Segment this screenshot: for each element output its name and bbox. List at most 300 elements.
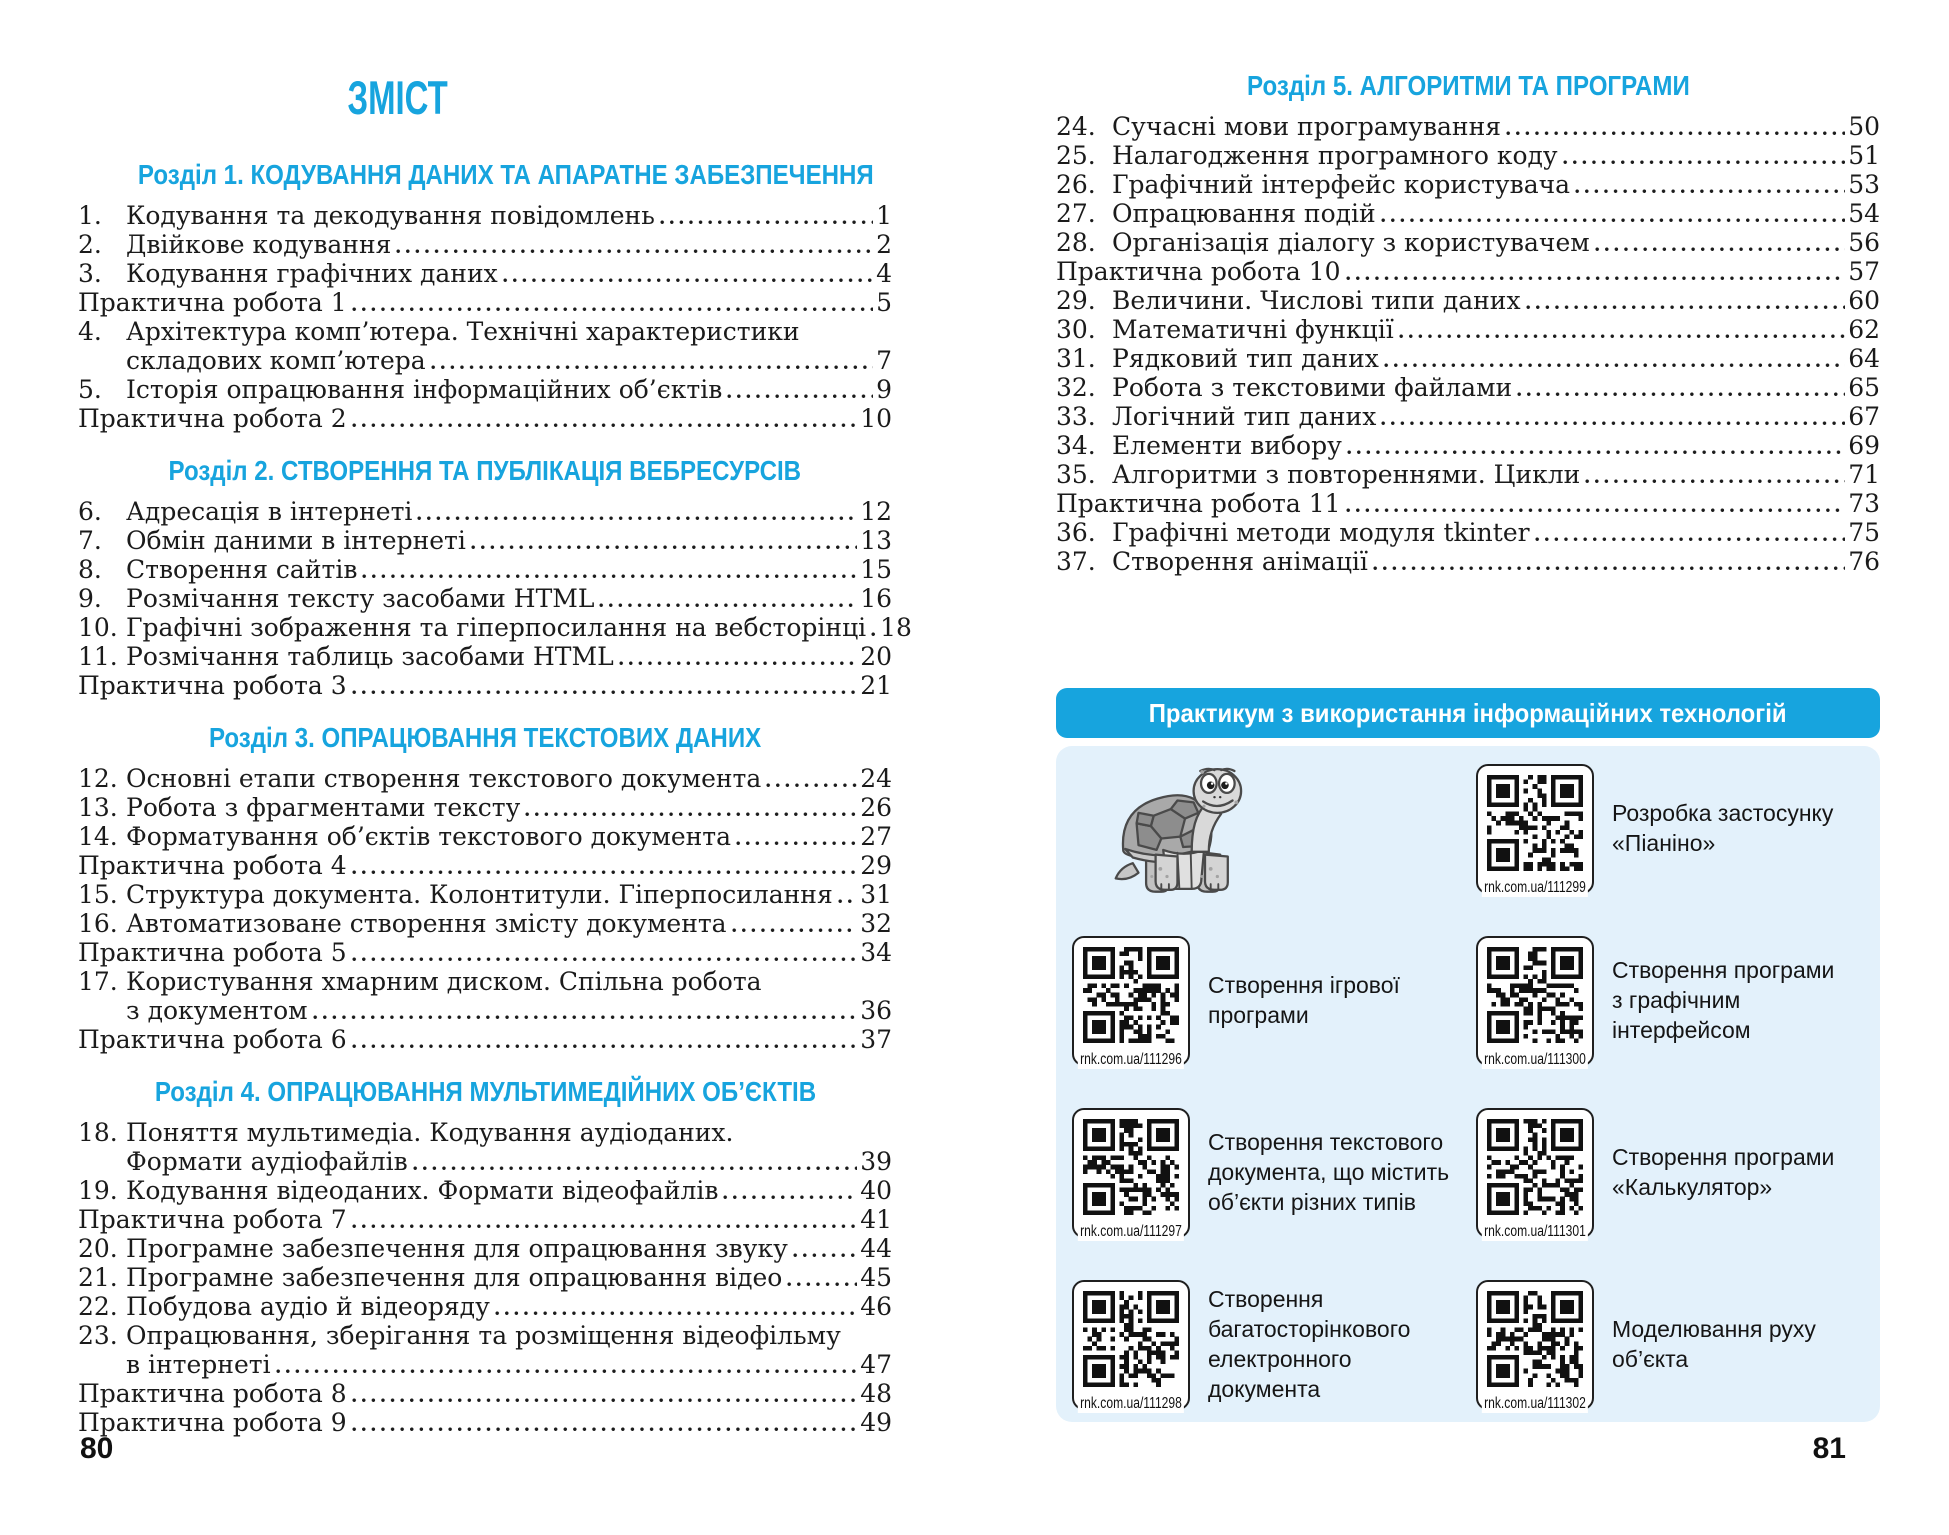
qr-code-image xyxy=(1083,1291,1179,1387)
toc-entry xyxy=(1056,460,1880,489)
toc-entry-page-number: 76 xyxy=(1848,547,1880,576)
toc-entry-body xyxy=(126,1176,892,1205)
dot-leader xyxy=(1580,460,1848,489)
toc-entry-body xyxy=(126,584,892,613)
toc-entry-text: Створення анімації xyxy=(1112,547,1368,576)
qr-card xyxy=(1072,1280,1190,1410)
toc-entry xyxy=(1056,547,1880,576)
toc-entry-line xyxy=(78,1205,892,1234)
toc-entry-number: 32. xyxy=(1056,373,1096,402)
toc-entry-number: 15. xyxy=(78,880,118,909)
toc-entry-page-number: 29 xyxy=(860,851,892,880)
toc-entry-body xyxy=(78,851,892,880)
toc-entry-page-number: 20 xyxy=(860,642,892,671)
toc-entry-page-number: 51 xyxy=(1848,141,1880,170)
toc-entry-body xyxy=(126,909,892,938)
toc-entry-body xyxy=(78,404,892,433)
toc-entry-body xyxy=(126,497,892,526)
toc-entry-text: Автоматизоване створення змісту документа xyxy=(126,909,727,938)
practicum-item xyxy=(1072,1270,1476,1420)
toc-entry-body xyxy=(78,1205,892,1234)
toc-entry-text: Практична робота 7 xyxy=(78,1205,347,1234)
toc-entry-body xyxy=(126,1292,892,1321)
toc-entry-line xyxy=(78,404,892,433)
practicum-item xyxy=(1476,1098,1864,1248)
toc-entry xyxy=(1056,141,1880,170)
toc-entry-body xyxy=(126,880,892,909)
toc-entry-text-line1: Поняття мультимедіа. Кодування аудіоданих. xyxy=(126,1118,734,1147)
toc-entry-body xyxy=(1112,315,1880,344)
toc-entry-page-number: 34 xyxy=(860,938,892,967)
toc-entry-body xyxy=(126,1321,892,1379)
toc-entry xyxy=(78,1118,892,1176)
toc-entry-page-number: 15 xyxy=(860,555,892,584)
toc-entry-text: з документом xyxy=(126,996,308,1025)
dot-leader xyxy=(347,671,861,700)
toc-entry-number: 28. xyxy=(1056,228,1096,257)
toc-entry-number: 34. xyxy=(1056,431,1096,460)
qr-code-image xyxy=(1487,1291,1583,1387)
toc-left xyxy=(78,159,912,1437)
qr-code-image xyxy=(1083,1119,1179,1215)
toc-entry-text: Налагодження програмного коду xyxy=(1112,141,1558,170)
qr-caption: rnk.com.ua/111296 xyxy=(1078,1051,1184,1069)
dot-leader xyxy=(347,1379,861,1408)
practicum-item xyxy=(1476,754,1864,904)
toc-entry-text: Розмічання тексту засобами HTML xyxy=(126,584,595,613)
dot-leader xyxy=(1368,547,1848,576)
toc-entry-text-line1: Архітектура комп’ютера. Технічні характеристики xyxy=(126,317,800,346)
toc-entry-page-number: 13 xyxy=(860,526,892,555)
toc-entry-line xyxy=(126,201,892,230)
toc-entry-text: Кодування та декодування повідомлень xyxy=(126,201,655,230)
toc-entry-text: Кодування графічних даних xyxy=(126,259,498,288)
toc-entry-body xyxy=(78,288,892,317)
toc-section-heading-text: Розділ 2. СТВОРЕННЯ ТА ПУБЛІКАЦІЯ ВЕБРЕСУРСІВ xyxy=(168,455,802,486)
toc-entry-text: Робота з текстовими файлами xyxy=(1112,373,1513,402)
toc-entry-page-number: 5 xyxy=(876,288,892,317)
toc-entry-body xyxy=(126,613,912,642)
toc-entry-page-number: 32 xyxy=(860,909,892,938)
toc-entry-line xyxy=(126,613,912,642)
toc-title xyxy=(78,70,718,125)
toc-entry xyxy=(1056,373,1880,402)
toc-entry xyxy=(1056,170,1880,199)
toc-entry-body xyxy=(1056,489,1880,518)
qr-caption: rnk.com.ua/111299 xyxy=(1482,879,1588,897)
toc-section xyxy=(1056,70,1880,576)
toc-section xyxy=(78,159,892,433)
qr-code-image xyxy=(1487,775,1583,871)
toc-entry-text: Математичні функції xyxy=(1112,315,1394,344)
toc-entry-body xyxy=(126,201,892,230)
dot-leader xyxy=(1341,489,1849,518)
toc-entry xyxy=(78,613,912,642)
qr-caption: rnk.com.ua/111302 xyxy=(1482,1395,1588,1413)
toc-entry-text: Форматування об’єктів текстового документа xyxy=(126,822,732,851)
toc-entry-text: Основні етапи створення текстового документа xyxy=(126,764,762,793)
toc-entry-text: Організація діалогу з користувачем xyxy=(1112,228,1590,257)
toc-entry-page-number: 21 xyxy=(860,671,892,700)
toc-entry-number: 16. xyxy=(78,909,118,938)
practicum-banner xyxy=(1056,688,1880,738)
toc-entry-text: Створення сайтів xyxy=(126,555,358,584)
toc-entry-number: 2. xyxy=(78,230,102,259)
toc-entry xyxy=(78,880,892,909)
toc-entry-number: 6. xyxy=(78,497,102,526)
dot-leader xyxy=(1590,228,1849,257)
toc-entry-page-number: 46 xyxy=(860,1292,892,1321)
toc-entry xyxy=(78,764,892,793)
qr-code-image xyxy=(1487,1119,1583,1215)
toc-entry-line xyxy=(1112,228,1880,257)
dot-leader xyxy=(347,938,861,967)
dot-leader xyxy=(782,1263,860,1292)
toc-entry-line xyxy=(78,851,892,880)
toc-entry-line xyxy=(78,1025,892,1054)
toc-entry-number: 1. xyxy=(78,201,102,230)
toc-entry xyxy=(78,909,892,938)
practicum-item xyxy=(1476,926,1864,1076)
toc-practical-entry xyxy=(1056,489,1880,518)
toc-entry-body xyxy=(126,793,892,822)
toc-entry-text: Алгоритми з повтореннями. Цикли xyxy=(1112,460,1581,489)
toc-section-heading-text: Розділ 3. ОПРАЦЮВАННЯ ТЕКСТОВИХ ДАНИХ xyxy=(208,722,762,753)
dot-leader xyxy=(520,793,860,822)
toc-entry-body xyxy=(1112,547,1880,576)
toc-entry-page-number: 60 xyxy=(1848,286,1880,315)
toc-entry-text: Побудова аудіо й відеоряду xyxy=(126,1292,490,1321)
toc-entry-number: 31. xyxy=(1056,344,1096,373)
toc-entry-text: Програмне забезпечення для опрацювання відео xyxy=(126,1263,783,1292)
toc-entry xyxy=(78,1176,892,1205)
toc-entry-text: Практична робота 3 xyxy=(78,671,347,700)
toc-entry-number: 25. xyxy=(1056,141,1096,170)
toc-entry-page-number: 16 xyxy=(860,584,892,613)
dot-leader xyxy=(490,1292,860,1321)
toc-entry-number: 21. xyxy=(78,1263,118,1292)
dot-leader xyxy=(347,1408,861,1437)
toc-entry-body xyxy=(1112,141,1880,170)
toc-section-heading xyxy=(78,1076,892,1108)
toc-entry-text: Двійкове кодування xyxy=(126,230,392,259)
toc-practical-entry xyxy=(78,851,892,880)
toc-entry-number: 19. xyxy=(78,1176,118,1205)
practicum-item-label: Створення текстового документа, що містить об’єкти різних типів xyxy=(1208,1129,1450,1215)
toc-entry-line xyxy=(126,584,892,613)
dot-leader xyxy=(1341,257,1849,286)
toc-entry-number: 23. xyxy=(78,1321,118,1350)
qr-caption: rnk.com.ua/111300 xyxy=(1482,1051,1588,1069)
dot-leader xyxy=(1394,315,1848,344)
toc-entry-text: Сучасні мови програмування xyxy=(1112,112,1502,141)
practicum-item-label: Розробка застосунку «Піаніно» xyxy=(1612,800,1834,856)
toc-entry-line xyxy=(1112,170,1880,199)
toc-entry-page-number: 41 xyxy=(860,1205,892,1234)
toc-entry-page-number: 36 xyxy=(860,996,892,1025)
toc-entry-body xyxy=(126,230,892,259)
toc-entry-number: 24. xyxy=(1056,112,1096,141)
practicum-item-label: Створення програми з графічним інтерфейсом xyxy=(1612,957,1835,1043)
dot-leader xyxy=(271,1350,861,1379)
toc-entry-line xyxy=(126,497,892,526)
toc-entry-text: Рядковий тип даних xyxy=(1112,344,1379,373)
toc-entry-body xyxy=(1112,518,1880,547)
toc-entry xyxy=(78,375,892,404)
toc-entry-text-line1: Опрацювання, зберігання та розміщення відеофільму xyxy=(126,1321,841,1350)
dot-leader xyxy=(731,822,860,851)
toc-entry-page-number: 73 xyxy=(1848,489,1880,518)
toc-section-heading xyxy=(78,722,892,754)
toc-entry-text: Робота з фрагментами тексту xyxy=(126,793,521,822)
toc-entry-line xyxy=(78,938,892,967)
toc-entry-text: Практична робота 10 xyxy=(1056,257,1341,286)
toc-entry-page-number: 67 xyxy=(1848,402,1880,431)
qr-caption: rnk.com.ua/111301 xyxy=(1482,1223,1588,1241)
toc-entry xyxy=(78,584,892,613)
toc-entry-number: 17. xyxy=(78,967,118,996)
toc-entry-body xyxy=(78,938,892,967)
dot-leader xyxy=(727,909,861,938)
toc-entry-line xyxy=(1112,286,1880,315)
toc-practical-entry xyxy=(1056,257,1880,286)
dot-leader xyxy=(347,404,861,433)
toc-entry-page-number: 65 xyxy=(1848,373,1880,402)
toc-entry-text: Практична робота 9 xyxy=(78,1408,347,1437)
qr-caption: rnk.com.ua/111297 xyxy=(1078,1223,1184,1241)
toc-practical-entry xyxy=(78,1379,892,1408)
toc-entry-line xyxy=(126,259,892,288)
toc-entry-number: 12. xyxy=(78,764,118,793)
toc-entry-line xyxy=(78,1408,892,1437)
toc-entry-text: Адресація в інтернеті xyxy=(126,497,413,526)
toc-entry xyxy=(1056,112,1880,141)
toc-entry xyxy=(78,555,892,584)
dot-leader xyxy=(408,1147,860,1176)
toc-entry-body xyxy=(1112,460,1880,489)
dot-leader xyxy=(614,642,861,671)
toc-entry-text: Кодування відеоданих. Формати відеофайлів xyxy=(126,1176,719,1205)
toc-entry-body xyxy=(78,671,892,700)
toc-entry xyxy=(1056,228,1880,257)
qr-card xyxy=(1476,936,1594,1066)
page-number-right: 81 xyxy=(1812,1432,1846,1465)
toc-entry-body xyxy=(1112,170,1880,199)
toc-entry-page-number: 45 xyxy=(860,1263,892,1292)
toc-entry-line xyxy=(126,1292,892,1321)
qr-code-image xyxy=(1487,947,1583,1043)
toc-entry-line xyxy=(126,230,892,259)
toc-entry-page-number: 47 xyxy=(860,1350,892,1379)
toc-entry-number: 33. xyxy=(1056,402,1096,431)
toc-entry-text: Розмічання таблиць засобами HTML xyxy=(126,642,614,671)
toc-entry-line xyxy=(1112,344,1880,373)
toc-entry-text: Графічний інтерфейс користувача xyxy=(1112,170,1571,199)
practicum-item-label: Створення ігрової програми xyxy=(1208,972,1400,1028)
practicum-item xyxy=(1072,1098,1476,1248)
toc-entry-number: 14. xyxy=(78,822,118,851)
toc-entry-body xyxy=(78,1025,892,1054)
toc-entry-number: 11. xyxy=(78,642,118,671)
page-right xyxy=(1056,70,1880,576)
toc-entry-line xyxy=(126,909,892,938)
toc-entry-page-number: 4 xyxy=(876,259,892,288)
practicum-item xyxy=(1072,926,1476,1076)
toc-entry-page-number: 7 xyxy=(876,346,892,375)
dot-leader xyxy=(347,1025,861,1054)
toc-entry-line xyxy=(1112,402,1880,431)
toc-entry-text: Логічний тип даних xyxy=(1112,402,1377,431)
toc-entry-number: 35. xyxy=(1056,460,1096,489)
toc-entry-line xyxy=(126,822,892,851)
toc-entry xyxy=(78,642,892,671)
toc-entry-page-number: 26 xyxy=(860,793,892,822)
toc-entry-text: Практична робота 5 xyxy=(78,938,347,967)
toc-entry-body xyxy=(126,1263,892,1292)
toc-entry-page-number: 12 xyxy=(860,497,892,526)
toc-entry-number: 27. xyxy=(1056,199,1096,228)
dot-leader xyxy=(412,497,860,526)
toc-entry-line xyxy=(126,764,892,793)
toc-entry xyxy=(78,1292,892,1321)
toc-entry-page-number: 49 xyxy=(860,1408,892,1437)
toc-entry xyxy=(1056,199,1880,228)
toc-practical-entry xyxy=(78,671,892,700)
toc-entry xyxy=(78,967,892,1025)
dot-leader xyxy=(1558,141,1849,170)
toc-section-heading xyxy=(1056,70,1880,102)
toc-entry-page-number: 48 xyxy=(860,1379,892,1408)
toc-entry-text: Практична робота 8 xyxy=(78,1379,347,1408)
dot-leader xyxy=(1376,402,1848,431)
qr-code-image xyxy=(1083,947,1179,1043)
dot-leader xyxy=(391,230,876,259)
toc-section-heading xyxy=(78,455,892,487)
toc-entry-text: Графічні методи модуля tkinter xyxy=(1112,518,1530,547)
qr-card xyxy=(1476,1108,1594,1238)
toc-entry-line xyxy=(78,288,892,317)
dot-leader xyxy=(1570,170,1848,199)
toc-title-text: ЗМІСТ xyxy=(347,71,449,124)
toc-entry-line xyxy=(1112,315,1880,344)
toc-entry-body xyxy=(1112,431,1880,460)
toc-entry-line xyxy=(1112,431,1880,460)
toc-entry-body xyxy=(126,1234,892,1263)
toc-entry-line xyxy=(78,1379,892,1408)
toc-entry xyxy=(78,317,892,375)
dot-leader xyxy=(594,584,860,613)
toc-entry xyxy=(78,1263,892,1292)
toc-entry-body xyxy=(126,526,892,555)
toc-entry-body xyxy=(1112,112,1880,141)
toc-entry-line xyxy=(126,642,892,671)
dot-leader xyxy=(1512,373,1848,402)
toc-entry-body xyxy=(1112,344,1880,373)
toc-entry xyxy=(78,793,892,822)
toc-entry-line xyxy=(1112,547,1880,576)
toc-entry-line xyxy=(126,346,892,375)
toc-entry-text-line1: Користування хмарним диском. Спільна робота xyxy=(126,967,762,996)
toc-entry-text: складових комп’ютера xyxy=(126,346,426,375)
toc-section-heading-text: Розділ 1. КОДУВАННЯ ДАНИХ ТА АПАРАТНЕ ЗАБЕЗПЕЧЕННЯ xyxy=(137,159,874,190)
toc-entry-text: Графічні зображення та гіперпосилання на вебсторінці xyxy=(126,613,867,642)
toc-entry-line xyxy=(126,996,892,1025)
toc-entry-line xyxy=(78,671,892,700)
toc-entry-body xyxy=(78,1379,892,1408)
toc-entry xyxy=(78,497,892,526)
toc-entry-text: Величини. Числові типи даних xyxy=(1112,286,1521,315)
toc-entry-number: 7. xyxy=(78,526,102,555)
toc-entry xyxy=(1056,402,1880,431)
toc-entry-text: Історія опрацювання інформаційних об’єктів xyxy=(126,375,723,404)
toc-entry xyxy=(1056,518,1880,547)
toc-entry-page-number: 56 xyxy=(1848,228,1880,257)
toc-entry-number: 29. xyxy=(1056,286,1096,315)
practicum-panel xyxy=(1056,746,1880,1422)
toc-entry-number: 37. xyxy=(1056,547,1096,576)
toc-entry-text: Обмін даними в інтернеті xyxy=(126,526,466,555)
dot-leader xyxy=(1501,112,1848,141)
toc-practical-entry xyxy=(78,1205,892,1234)
toc-entry-page-number: 37 xyxy=(860,1025,892,1054)
toc-entry-text: Практична робота 2 xyxy=(78,404,347,433)
toc-section-heading-text: Розділ 5. АЛГОРИТМИ ТА ПРОГРАМИ xyxy=(1246,70,1690,101)
toc-entry-page-number: 71 xyxy=(1848,460,1880,489)
dot-leader xyxy=(1376,199,1848,228)
toc-entry xyxy=(78,259,892,288)
dot-leader xyxy=(718,1176,860,1205)
toc-entry-line xyxy=(1112,460,1880,489)
toc-practical-entry xyxy=(78,288,892,317)
toc-entry-number: 8. xyxy=(78,555,102,584)
dot-leader xyxy=(722,375,876,404)
toc-entry-page-number: 2 xyxy=(876,230,892,259)
toc-entry-text: Елементи вибору xyxy=(1112,431,1342,460)
toc-entry-page-number: 10 xyxy=(860,404,892,433)
dot-leader xyxy=(347,288,876,317)
toc-section xyxy=(78,455,912,700)
practicum-item-label: Моделювання руху об’єкта xyxy=(1612,1316,1816,1372)
toc-entry-body xyxy=(1112,402,1880,431)
toc-entry-line xyxy=(126,526,892,555)
toc-entry xyxy=(78,822,892,851)
toc-entry-body xyxy=(126,764,892,793)
dot-leader xyxy=(347,851,861,880)
toc-entry-text: Структура документа. Колонтитули. Гіперпосилання xyxy=(126,880,833,909)
toc-entry-body xyxy=(126,642,892,671)
dot-leader xyxy=(1521,286,1849,315)
toc-entry-line xyxy=(126,555,892,584)
toc-practical-entry xyxy=(78,938,892,967)
toc-entry-text: в інтернеті xyxy=(126,1350,271,1379)
turtle-illustration xyxy=(1110,754,1262,904)
practicum-banner-text: Практикум з використання інформаційних технологій xyxy=(1149,698,1787,728)
toc-entry-number: 5. xyxy=(78,375,102,404)
toc-entry-line xyxy=(1056,257,1880,286)
dot-leader xyxy=(498,259,876,288)
toc-entry-page-number: 31 xyxy=(860,880,892,909)
toc-entry-number: 18. xyxy=(78,1118,118,1147)
toc-entry-text: Формати аудіофайлів xyxy=(126,1147,408,1176)
toc-entry-line xyxy=(126,1350,892,1379)
toc-entry-page-number: 27 xyxy=(860,822,892,851)
qr-card xyxy=(1476,764,1594,894)
toc-entry-line xyxy=(126,880,892,909)
dot-leader xyxy=(347,1205,861,1234)
toc-practical-entry xyxy=(78,1025,892,1054)
toc-section xyxy=(78,722,892,1054)
toc-entry-page-number: 64 xyxy=(1848,344,1880,373)
